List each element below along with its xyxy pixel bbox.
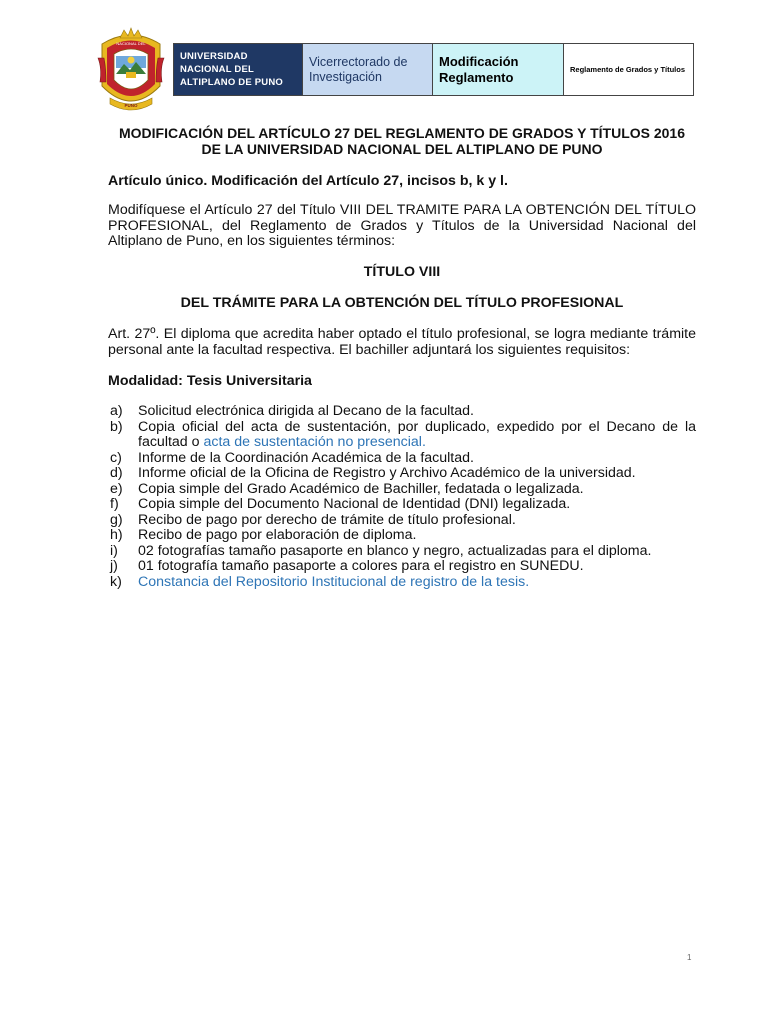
list-text: 02 fotografías tamaño pasaporte en blanco y negro, actualizadas para el diploma. bbox=[138, 542, 652, 559]
list-letter: a) bbox=[110, 403, 123, 419]
list-text: Solicitud electrónica dirigida al Decano de la facultad. bbox=[138, 403, 474, 419]
titulo-subtitle: DEL TRÁMITE PARA LA OBTENCIÓN DEL TÍTULO PROFESIONAL bbox=[180, 295, 624, 311]
header-modificacion-cell bbox=[433, 44, 564, 95]
list-item bbox=[110, 466, 696, 482]
intro-paragraph: Modifíquese el Artículo 27 del Título VIII DEL TRAMITE PARA LA OBTENCIÓN DEL TÍTULO PROFESIONAL, del Reglamento de Grados y Títulos de la Universidad Nacional del Altiplano de Puno, en los siguientes términos: bbox=[108, 202, 696, 250]
list-letter: f) bbox=[110, 496, 119, 512]
list-letter: e) bbox=[110, 480, 123, 497]
list-item bbox=[110, 497, 696, 513]
list-text: Informe de la Coordinación Académica de la facultad. bbox=[138, 449, 474, 466]
list-text bbox=[138, 420, 696, 451]
list-letter: d) bbox=[110, 465, 123, 481]
list-letter: c) bbox=[110, 449, 122, 466]
list-item bbox=[110, 544, 696, 560]
seal-text-bottom: PUNO bbox=[124, 103, 138, 108]
list-text: Copia simple del Documento Nacional de Identidad (DNI) legalizada. bbox=[138, 496, 571, 512]
list-text: Informe oficial de la Oficina de Registro y Archivo Académico de la universidad. bbox=[138, 465, 636, 481]
vicerrectorado-label: Vicerrectorado de Investigación bbox=[309, 54, 408, 84]
header-reglamento-cell bbox=[564, 44, 693, 95]
list-text: Recibo de pago por elaboración de diploma. bbox=[138, 527, 417, 543]
list-letter: b) bbox=[110, 418, 123, 435]
title-line-1: MODIFICACIÓN DEL ARTÍCULO 27 DEL REGLAMENTO DE GRADOS Y TÍTULOS 2016 bbox=[118, 125, 686, 141]
requirements-list bbox=[110, 404, 696, 590]
seal-text-top: NACIONAL DEL bbox=[116, 41, 146, 46]
modificacion-label: Modificación Reglamento bbox=[439, 53, 519, 85]
list-item bbox=[110, 420, 696, 451]
list-item bbox=[110, 559, 696, 575]
list-letter: g) bbox=[110, 511, 123, 528]
modalidad-heading: Modalidad: Tesis Universitaria bbox=[108, 373, 312, 389]
list-text-plain: Copia oficial del acta de sustentación, por duplicado, expedido por el Decano de la facultad o bbox=[138, 418, 696, 450]
reglamento-label: Reglamento de Grados y Títulos bbox=[570, 65, 686, 74]
list-text-link: acta de sustentación no presencial. bbox=[203, 434, 426, 450]
list-text: 01 fotografía tamaño pasaporte a colores para el registro en SUNEDU. bbox=[138, 558, 584, 574]
header-university-cell bbox=[174, 44, 303, 95]
title-line-2: DE LA UNIVERSIDAD NACIONAL DEL ALTIPLANO DE PUNO bbox=[201, 140, 603, 157]
university-seal-logo bbox=[96, 24, 166, 116]
page-number: 1 bbox=[687, 953, 692, 962]
list-item bbox=[110, 451, 696, 467]
list-item bbox=[110, 513, 696, 529]
header-vicerrectorado-cell bbox=[303, 44, 433, 95]
list-letter: k) bbox=[110, 573, 122, 590]
list-item bbox=[110, 404, 696, 420]
list-item bbox=[110, 482, 696, 498]
list-item bbox=[110, 575, 696, 591]
list-item bbox=[110, 528, 696, 544]
university-name: UNIVERSIDAD NACIONAL DEL ALTIPLANO DE PUNO bbox=[180, 51, 283, 88]
list-text: Copia simple del Grado Académico de Bachiller, fedatada o legalizada. bbox=[138, 480, 584, 497]
header-table bbox=[173, 43, 694, 96]
titulo-heading: TÍTULO VIII bbox=[363, 264, 441, 280]
list-text: Recibo de pago por derecho de trámite de título profesional. bbox=[138, 511, 516, 528]
document-title bbox=[108, 126, 696, 157]
list-letter: j) bbox=[110, 558, 118, 574]
article-heading: Artículo único. Modificación del Artículo 27, incisos b, k y l. bbox=[108, 173, 508, 189]
list-letter: h) bbox=[110, 527, 123, 543]
list-letter: i) bbox=[110, 542, 118, 559]
art-27-paragraph: Art. 27º. El diploma que acredita haber optado el título profesional, se logra mediante trámite personal ante la facultad respectiva. El bachiller adjuntará los siguientes requisitos: bbox=[108, 326, 696, 358]
list-text-link: Constancia del Repositorio Institucional de registro de la tesis. bbox=[138, 573, 530, 590]
